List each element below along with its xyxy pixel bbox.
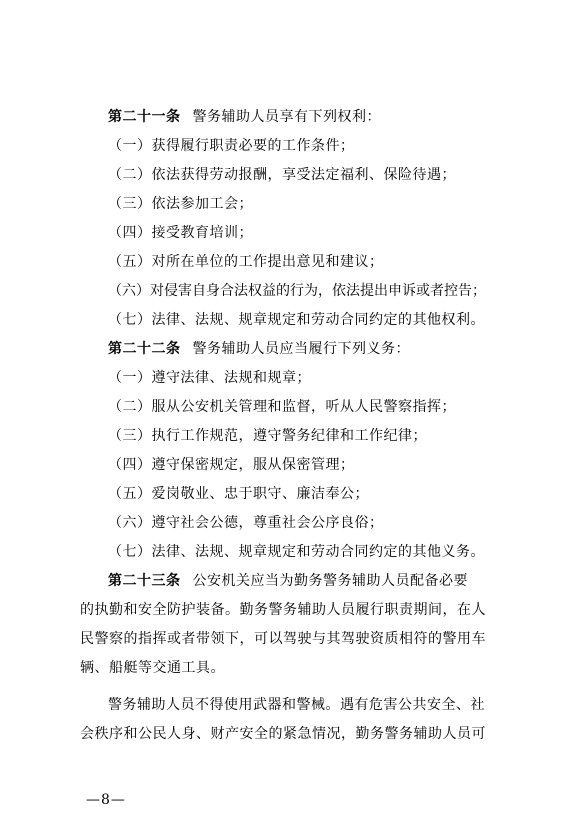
article-21-item-1: （一）获得履行职责必要的工作条件； xyxy=(108,138,355,154)
article-21-intro: 警务辅助人员享有下列权利： xyxy=(192,109,381,125)
article-23-line-2: 的执勤和安全防护装备。勤务警务辅助人员履行职责期间，在人 xyxy=(80,602,486,618)
article-21-item-5: （五）对所在单位的工作提出意见和建议； xyxy=(108,254,384,270)
article-22-intro: 警务辅助人员应当履行下列义务： xyxy=(192,341,410,357)
document-body xyxy=(80,103,512,749)
article-21-item-6: （六）对侵害自身合法权益的行为，依法提出申诉或者控告； xyxy=(108,283,486,299)
article-22-item-4: （四）遵守保密规定，服从保密管理； xyxy=(108,457,355,473)
article-22-item-5: （五）爱岗敬业、忠于职守、廉洁奉公； xyxy=(108,486,369,502)
article-22-item-3: （三）执行工作规范，遵守警务纪律和工作纪律； xyxy=(108,428,427,444)
article-22-item-2: （二）服从公安机关管理和监督，听从人民警察指挥； xyxy=(108,399,456,415)
page-number: —8— xyxy=(86,792,126,808)
article-22-item-1: （一）遵守法律、法规和规章； xyxy=(108,370,311,386)
article-21-item-2: （二）依法获得劳动报酬，享受法定福利、保险待遇； xyxy=(108,167,456,183)
article-23-line-3: 民警察的指挥或者带领下，可以驾驶与其驾驶资质相符的警用车 xyxy=(80,631,486,647)
article-22-item-7: （七）法律、法规、规章规定和劳动合同约定的其他义务。 xyxy=(108,544,485,560)
article-22-item-6: （六）遵守社会公德，尊重社会公序良俗； xyxy=(108,515,384,531)
article-21-heading: 第二十一条 xyxy=(108,109,181,125)
article-21-item-3: （三）依法参加工会； xyxy=(108,196,253,212)
article-23-line-4: 辆、船艇等交通工具。 xyxy=(80,660,225,676)
article-22-heading: 第二十二条 xyxy=(108,341,181,357)
article-23-line-1 xyxy=(80,567,512,596)
article-23-para-2-line-1: 警务辅助人员不得使用武器和警械。遇有危害公共安全、社 xyxy=(108,697,485,713)
article-23-line-1-text: 公安机关应当为勤务警务辅助人员配备必要 xyxy=(192,573,468,589)
article-21-item-7: （七）法律、法规、规章规定和劳动合同约定的其他权利。 xyxy=(108,312,485,328)
article-21-title-line xyxy=(80,103,512,132)
article-21-item-4: （四）接受教育培训； xyxy=(108,225,253,241)
article-23-heading: 第二十三条 xyxy=(108,573,181,589)
article-22-title-line xyxy=(80,335,512,364)
article-23-para-2-line-2: 会秩序和公民人身、财产安全的紧急情况，勤务警务辅助人员可 xyxy=(80,726,486,742)
paragraph-gap xyxy=(80,683,512,691)
